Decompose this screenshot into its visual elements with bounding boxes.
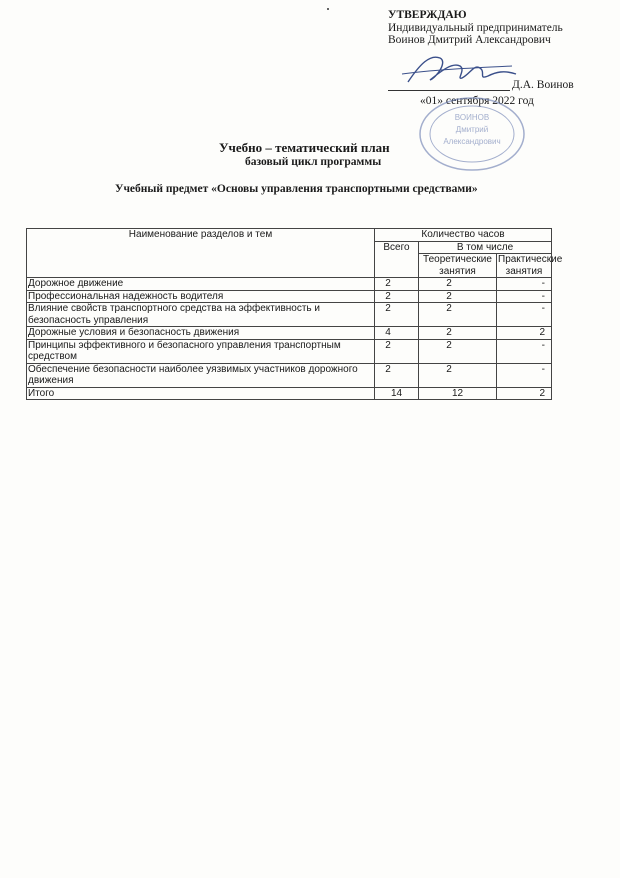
row-theory: 2 (419, 327, 497, 340)
row-total: 2 (375, 339, 419, 363)
row-theory: 2 (419, 363, 497, 387)
row-total: 2 (375, 363, 419, 387)
page-title: Учебно – тематический план (219, 140, 390, 155)
table-row (27, 278, 552, 291)
approval-title: УТВЕРЖДАЮ (388, 9, 467, 21)
signature-line (388, 90, 510, 91)
header-hours: Количество часов (375, 229, 552, 242)
row-theory: 2 (419, 339, 497, 363)
row-theory: 2 (419, 278, 497, 291)
row-practice: - (497, 290, 552, 303)
curriculum-table (26, 228, 563, 400)
subject-line: Учебный предмет «Основы управления транспортными средствами» (115, 183, 478, 195)
row-name: Профессиональная надежность водителя (27, 290, 375, 303)
row-practice: 2 (497, 387, 552, 400)
approval-date: «01» сентября 2022 год (420, 95, 534, 107)
row-total: 14 (375, 387, 419, 400)
table-row (27, 290, 552, 303)
row-theory: 2 (419, 303, 497, 327)
row-total: 4 (375, 327, 419, 340)
header-total: Всего (375, 241, 419, 278)
row-total: 2 (375, 303, 419, 327)
row-name: Итого (27, 387, 375, 400)
row-theory: 12 (419, 387, 497, 400)
svg-text:ВОИНОВ: ВОИНОВ (454, 113, 490, 122)
row-practice: - (497, 303, 552, 327)
row-name: Дорожные условия и безопасность движения (27, 327, 375, 340)
header-topics: Наименование разделов и тем (27, 229, 375, 278)
row-practice: 2 (497, 327, 552, 340)
header-including: В том числе (419, 241, 552, 254)
table-row-total (27, 387, 552, 400)
table-row (27, 363, 552, 387)
svg-text:Дмитрий: Дмитрий (455, 125, 489, 134)
signer-name: Д.А. Воинов (512, 79, 574, 91)
table-row (27, 327, 552, 340)
table-row (27, 303, 552, 327)
scan-dot (327, 8, 329, 10)
row-name: Принципы эффективного и безопасного управления транспортным средством (27, 339, 375, 363)
approval-block (388, 9, 563, 47)
row-practice: - (497, 278, 552, 291)
row-name: Влияние свойств транспортного средства на эффективность и безопасность управления (27, 303, 375, 327)
approval-line1: Индивидуальный предприниматель (388, 21, 563, 34)
table-row (27, 339, 552, 363)
page-subtitle: базовый цикл программы (245, 156, 382, 168)
row-name: Дорожное движение (27, 278, 375, 291)
row-name: Обеспечение безопасности наиболее уязвимых участников дорожного движения (27, 363, 375, 387)
svg-text:Александрович: Александрович (443, 137, 501, 146)
row-total: 2 (375, 278, 419, 291)
row-practice: - (497, 339, 552, 363)
header-practice: Практические занятия (498, 254, 563, 277)
handwritten-signature (400, 44, 520, 92)
approval-line2: Воинов Дмитрий Александрович (388, 34, 551, 46)
row-theory: 2 (419, 290, 497, 303)
row-practice: - (497, 363, 552, 387)
header-theory: Теоретические занятия (419, 254, 497, 278)
company-stamp (418, 96, 526, 172)
row-total: 2 (375, 290, 419, 303)
